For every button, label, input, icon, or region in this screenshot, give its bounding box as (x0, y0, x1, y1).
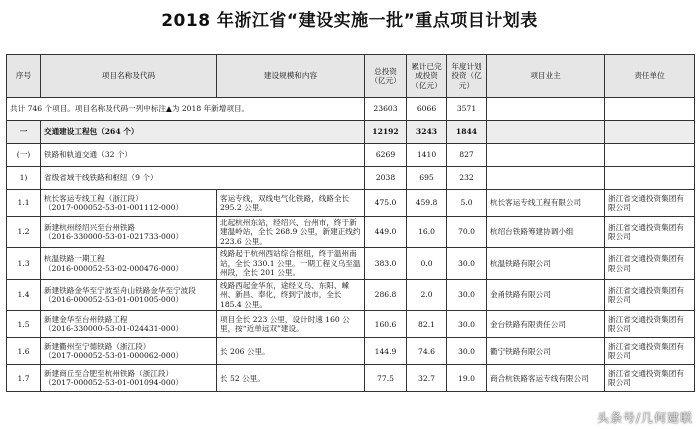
project-code: （2017-000052-53-01-001112-000） (44, 203, 184, 212)
project-name (41, 217, 217, 248)
group-annual: 827 (447, 144, 487, 167)
project-total: 160.6 (365, 311, 407, 338)
group-row (7, 167, 695, 190)
project-title: 新建杭州经绍兴至台州铁路 (44, 222, 136, 232)
project-owner: 金台铁路有限责任公司 (487, 311, 605, 338)
project-annual: 30.0 (447, 248, 487, 279)
group-total: 6269 (365, 144, 407, 167)
group-row (7, 121, 695, 144)
header-row (7, 55, 695, 98)
project-unit: 浙江省交通投资集团有限公司 (605, 365, 695, 392)
project-owner: 商合杭铁路客运专线有限公司 (487, 365, 605, 392)
project-unit: 浙江省交通投资集团有限公司 (605, 190, 695, 217)
watermark: 头条号/几何建联 (596, 411, 693, 425)
project-name (41, 190, 217, 217)
project-seq: 1.2 (7, 217, 41, 248)
project-cumulative: 74.6 (407, 338, 447, 365)
table-row (7, 279, 695, 310)
project-total: 383.0 (365, 248, 407, 279)
project-cumulative: 2.0 (407, 279, 447, 310)
table-row (7, 190, 695, 217)
project-name (41, 279, 217, 310)
header-name: 项目名称及代码 (41, 55, 217, 98)
project-seq: 1.6 (7, 338, 41, 365)
project-seq: 1.5 (7, 311, 41, 338)
project-table (6, 54, 695, 392)
table-row (7, 248, 695, 279)
project-cumulative: 82.1 (407, 311, 447, 338)
project-annual: 30.0 (447, 338, 487, 365)
project-cumulative: 459.8 (407, 190, 447, 217)
project-seq: 1.7 (7, 365, 41, 392)
project-scale: 长 206 公里。 (217, 338, 365, 365)
project-annual: 19.0 (447, 365, 487, 392)
project-owner: 衢宁铁路有限公司 (487, 338, 605, 365)
project-cumulative: 16.0 (407, 217, 447, 248)
project-title: 杭温铁路一期工程 (44, 254, 105, 264)
summary-text: 共计 746 个项目。项目名称及代码一列中标注▲为 2018 年新增项目。 (7, 98, 365, 121)
project-code: （2016-330000-53-01-021733-000） (44, 232, 184, 242)
project-scale: 北起杭州东站，经绍兴、台州市，终于新建温岭站，全长 268.9 公里，新建正线约 223.6 公里。 (217, 217, 365, 248)
project-owner: 杭长客运专线工程有限公司 (487, 190, 605, 217)
project-annual: 30.0 (447, 279, 487, 310)
project-code: （2017-000052-53-01-001094-000） (44, 378, 184, 388)
group-total: 2038 (365, 167, 407, 190)
project-seq: 1.1 (7, 190, 41, 217)
project-total: 286.8 (365, 279, 407, 310)
summary-annual: 3571 (447, 98, 487, 121)
group-name: 省级省域干线铁路和枢纽（9 个） (41, 167, 365, 190)
project-annual: 70.0 (447, 217, 487, 248)
project-unit: 浙江省交通投资集团有限公司 (605, 338, 695, 365)
project-title: 新建衢州至宁德铁路（浙江段） (44, 341, 151, 351)
project-title: 新建金华至台州铁路工程 (44, 314, 128, 324)
project-unit: 浙江省交通投资集团有限公司 (605, 311, 695, 338)
table-row (7, 217, 695, 248)
group-row (7, 144, 695, 167)
project-cumulative: 0.0 (407, 248, 447, 279)
group-name: 铁路和轨道交通（32 个） (41, 144, 365, 167)
project-unit: 浙江省交通投资集团有限公司 (605, 279, 695, 310)
summary-total: 23603 (365, 98, 407, 121)
project-annual: 5.0 (447, 190, 487, 217)
header-cumulative: 累计已完成投资（亿元） (407, 55, 447, 98)
project-code: （2016-000052-53-02-000476-000） (44, 263, 184, 273)
project-cumulative: 32.7 (407, 365, 447, 392)
project-total: 449.0 (365, 217, 407, 248)
project-annual: 30.0 (447, 311, 487, 338)
summary-cumulative: 6066 (407, 98, 447, 121)
project-name (41, 365, 217, 392)
project-total: 77.5 (365, 365, 407, 392)
header-total: 总投资（亿元） (365, 55, 407, 98)
table-row (7, 338, 695, 365)
header-annual: 年度计划投资（亿元） (447, 55, 487, 98)
group-total: 12192 (365, 121, 407, 144)
page-title: 2018 年浙江省“建设实施一批”重点项目计划表 (161, 11, 538, 31)
project-title: 新建铁路金华至宁波至舟山铁路金华至宁波段 (44, 285, 196, 295)
header-scale: 建设规模和内容 (217, 55, 365, 98)
group-cumulative: 1410 (407, 144, 447, 167)
group-name: 交通建设工程包（264 个） (41, 121, 365, 144)
project-owner: 杭温铁路有限公司 (487, 248, 605, 279)
project-owner: 杭绍台铁路筹建协调小组 (487, 217, 605, 248)
header-owner: 项目业主 (487, 55, 605, 98)
table-row (7, 311, 695, 338)
project-scale: 线路起于杭州西站综合枢纽，终于温州南站，全长 330.1 公里。一期工程义乌至温州段，全长 201 公里。 (217, 248, 365, 279)
project-total: 475.0 (365, 190, 407, 217)
project-unit: 浙江省交通投资集团有限公司 (605, 217, 695, 248)
project-scale: 线路西起金华东，途经义乌、东阳、嵊州、新昌、奉化，终到宁波市，全长 185.4 公里。 (217, 279, 365, 310)
group-cumulative: 695 (407, 167, 447, 190)
group-seq: 1) (7, 167, 41, 190)
project-owner: 金甬铁路有限公司 (487, 279, 605, 310)
project-title: 新建商丘至合肥至杭州铁路（浙江段） (44, 368, 174, 378)
header-unit: 责任单位 (605, 55, 695, 98)
group-seq: (一) (7, 144, 41, 167)
group-cumulative: 3243 (407, 121, 447, 144)
project-code: （2016-330000-53-01-024431-000） (44, 324, 184, 334)
project-code: （2016-000052-53-01-001005-000） (44, 295, 184, 305)
project-title: 杭长客运专线工程（浙江段） (44, 193, 143, 203)
project-name (41, 311, 217, 338)
project-total: 144.9 (365, 338, 407, 365)
table-row (7, 365, 695, 392)
project-seq: 1.3 (7, 248, 41, 279)
project-seq: 1.4 (7, 279, 41, 310)
project-name (41, 248, 217, 279)
project-unit: 浙江省交通投资集团有限公司 (605, 248, 695, 279)
group-annual: 232 (447, 167, 487, 190)
project-scale: 长 52 公里。 (217, 365, 365, 392)
group-seq: 一 (7, 121, 41, 144)
summary-row (7, 98, 695, 121)
project-scale: 客运专线，双线电气化铁路，线路全长 295.2 公里。 (217, 190, 365, 217)
group-annual: 1844 (447, 121, 487, 144)
project-name (41, 338, 217, 365)
project-scale: 项目全长 223 公里，设计时速 160 公里，按“近单远双”建设。 (217, 311, 365, 338)
project-code: （2017-000052-53-01-000062-000） (44, 351, 184, 361)
header-seq: 序号 (7, 55, 41, 98)
